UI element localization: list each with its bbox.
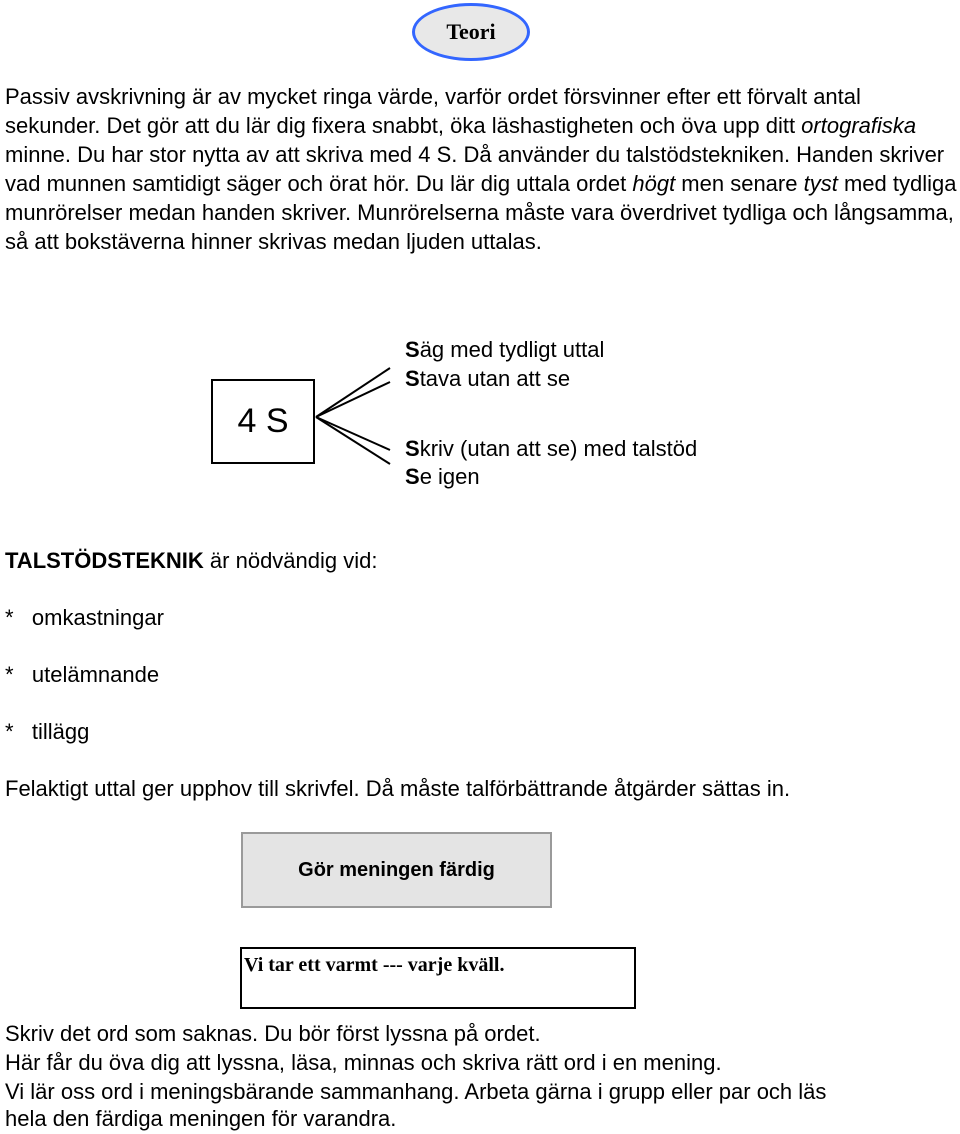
intro-text-4: med tydliga munrörelser medan handen skriver. Munrörelserna måste vara överdrivet tydliga och långsamma, så att bokstäverna hinner skrivas medan ljuden uttalas.: [5, 171, 957, 254]
intro-italic-3: tyst: [803, 171, 838, 196]
bullet-item: * tillägg: [5, 719, 90, 744]
s-item-2: [405, 365, 570, 393]
complete-sentence-label: Gör meningen färdig: [298, 858, 495, 881]
intro-text-3: men senare: [675, 171, 804, 196]
s-item-1: [405, 336, 604, 364]
instruction-line: Skriv det ord som saknas. Du bör först lyssna på ordet.: [5, 1021, 541, 1046]
s-item-text: äg med tydligt uttal: [419, 337, 605, 362]
technique-heading: [5, 548, 377, 574]
sentence-box: [240, 947, 636, 1009]
s-item-initial: S: [405, 464, 420, 489]
sentence-text: Vi tar ett varmt --- varje kväll.: [244, 954, 505, 976]
connector-line-4: [316, 417, 390, 464]
intro-italic-2: högt: [632, 171, 676, 196]
s-item-text: e igen: [419, 464, 480, 489]
instruction-line: Vi lär oss ord i meningsbärande sammanhang. Arbeta gärna i grupp eller par och läs: [5, 1079, 827, 1104]
instruction-line: hela den färdiga meningen för varandra.: [5, 1106, 397, 1131]
s-item-3: [405, 435, 697, 463]
connector-line-1: [316, 368, 390, 417]
bullet-item: * omkastningar: [5, 605, 164, 630]
s-item-initial: S: [405, 436, 420, 461]
instruction-line: Här får du öva dig att lyssna, läsa, minnas och skriva rätt ord i en mening.: [5, 1050, 722, 1075]
intro-text-2: minne. Du har stor nytta av att skriva med 4 S. Då använder du talstödstekniken. Handen skriver vad munnen samtidigt säger och örat hör. Du lär dig uttala ordet: [5, 142, 945, 196]
teori-badge: [412, 3, 530, 61]
technique-heading-bold: TALSTÖDSTEKNIK: [5, 548, 204, 573]
complete-sentence-button[interactable]: [241, 832, 552, 908]
connector-line-2: [316, 382, 390, 417]
teori-label: Teori: [446, 19, 496, 44]
intro-text-1: Passiv avskrivning är av mycket ringa värde, varför ordet försvinner efter ett förvalt antal sekunder. Det gör att du lär dig fixera snabbt, öka läshastigheten och öva upp ditt: [5, 84, 861, 138]
diagram-connector-lines: [314, 360, 394, 470]
four-s-label: 4 S: [237, 402, 289, 440]
four-s-box: [211, 379, 315, 464]
technique-note: Felaktigt uttal ger upphov till skrivfel. Då måste talförbättrande åtgärder sättas in.: [5, 776, 791, 801]
bullet-item: * utelämnande: [5, 662, 160, 687]
intro-paragraph: [5, 82, 960, 256]
s-item-4: [405, 463, 480, 491]
s-item-initial: S: [405, 366, 420, 391]
s-item-text: kriv (utan att se) med talstöd: [419, 436, 698, 461]
s-item-initial: S: [405, 337, 420, 362]
s-item-text: tava utan att se: [419, 366, 571, 391]
connector-line-3: [316, 417, 390, 450]
intro-italic-1: ortografiska: [801, 113, 917, 138]
technique-heading-rest: är nödvändig vid:: [203, 548, 378, 573]
